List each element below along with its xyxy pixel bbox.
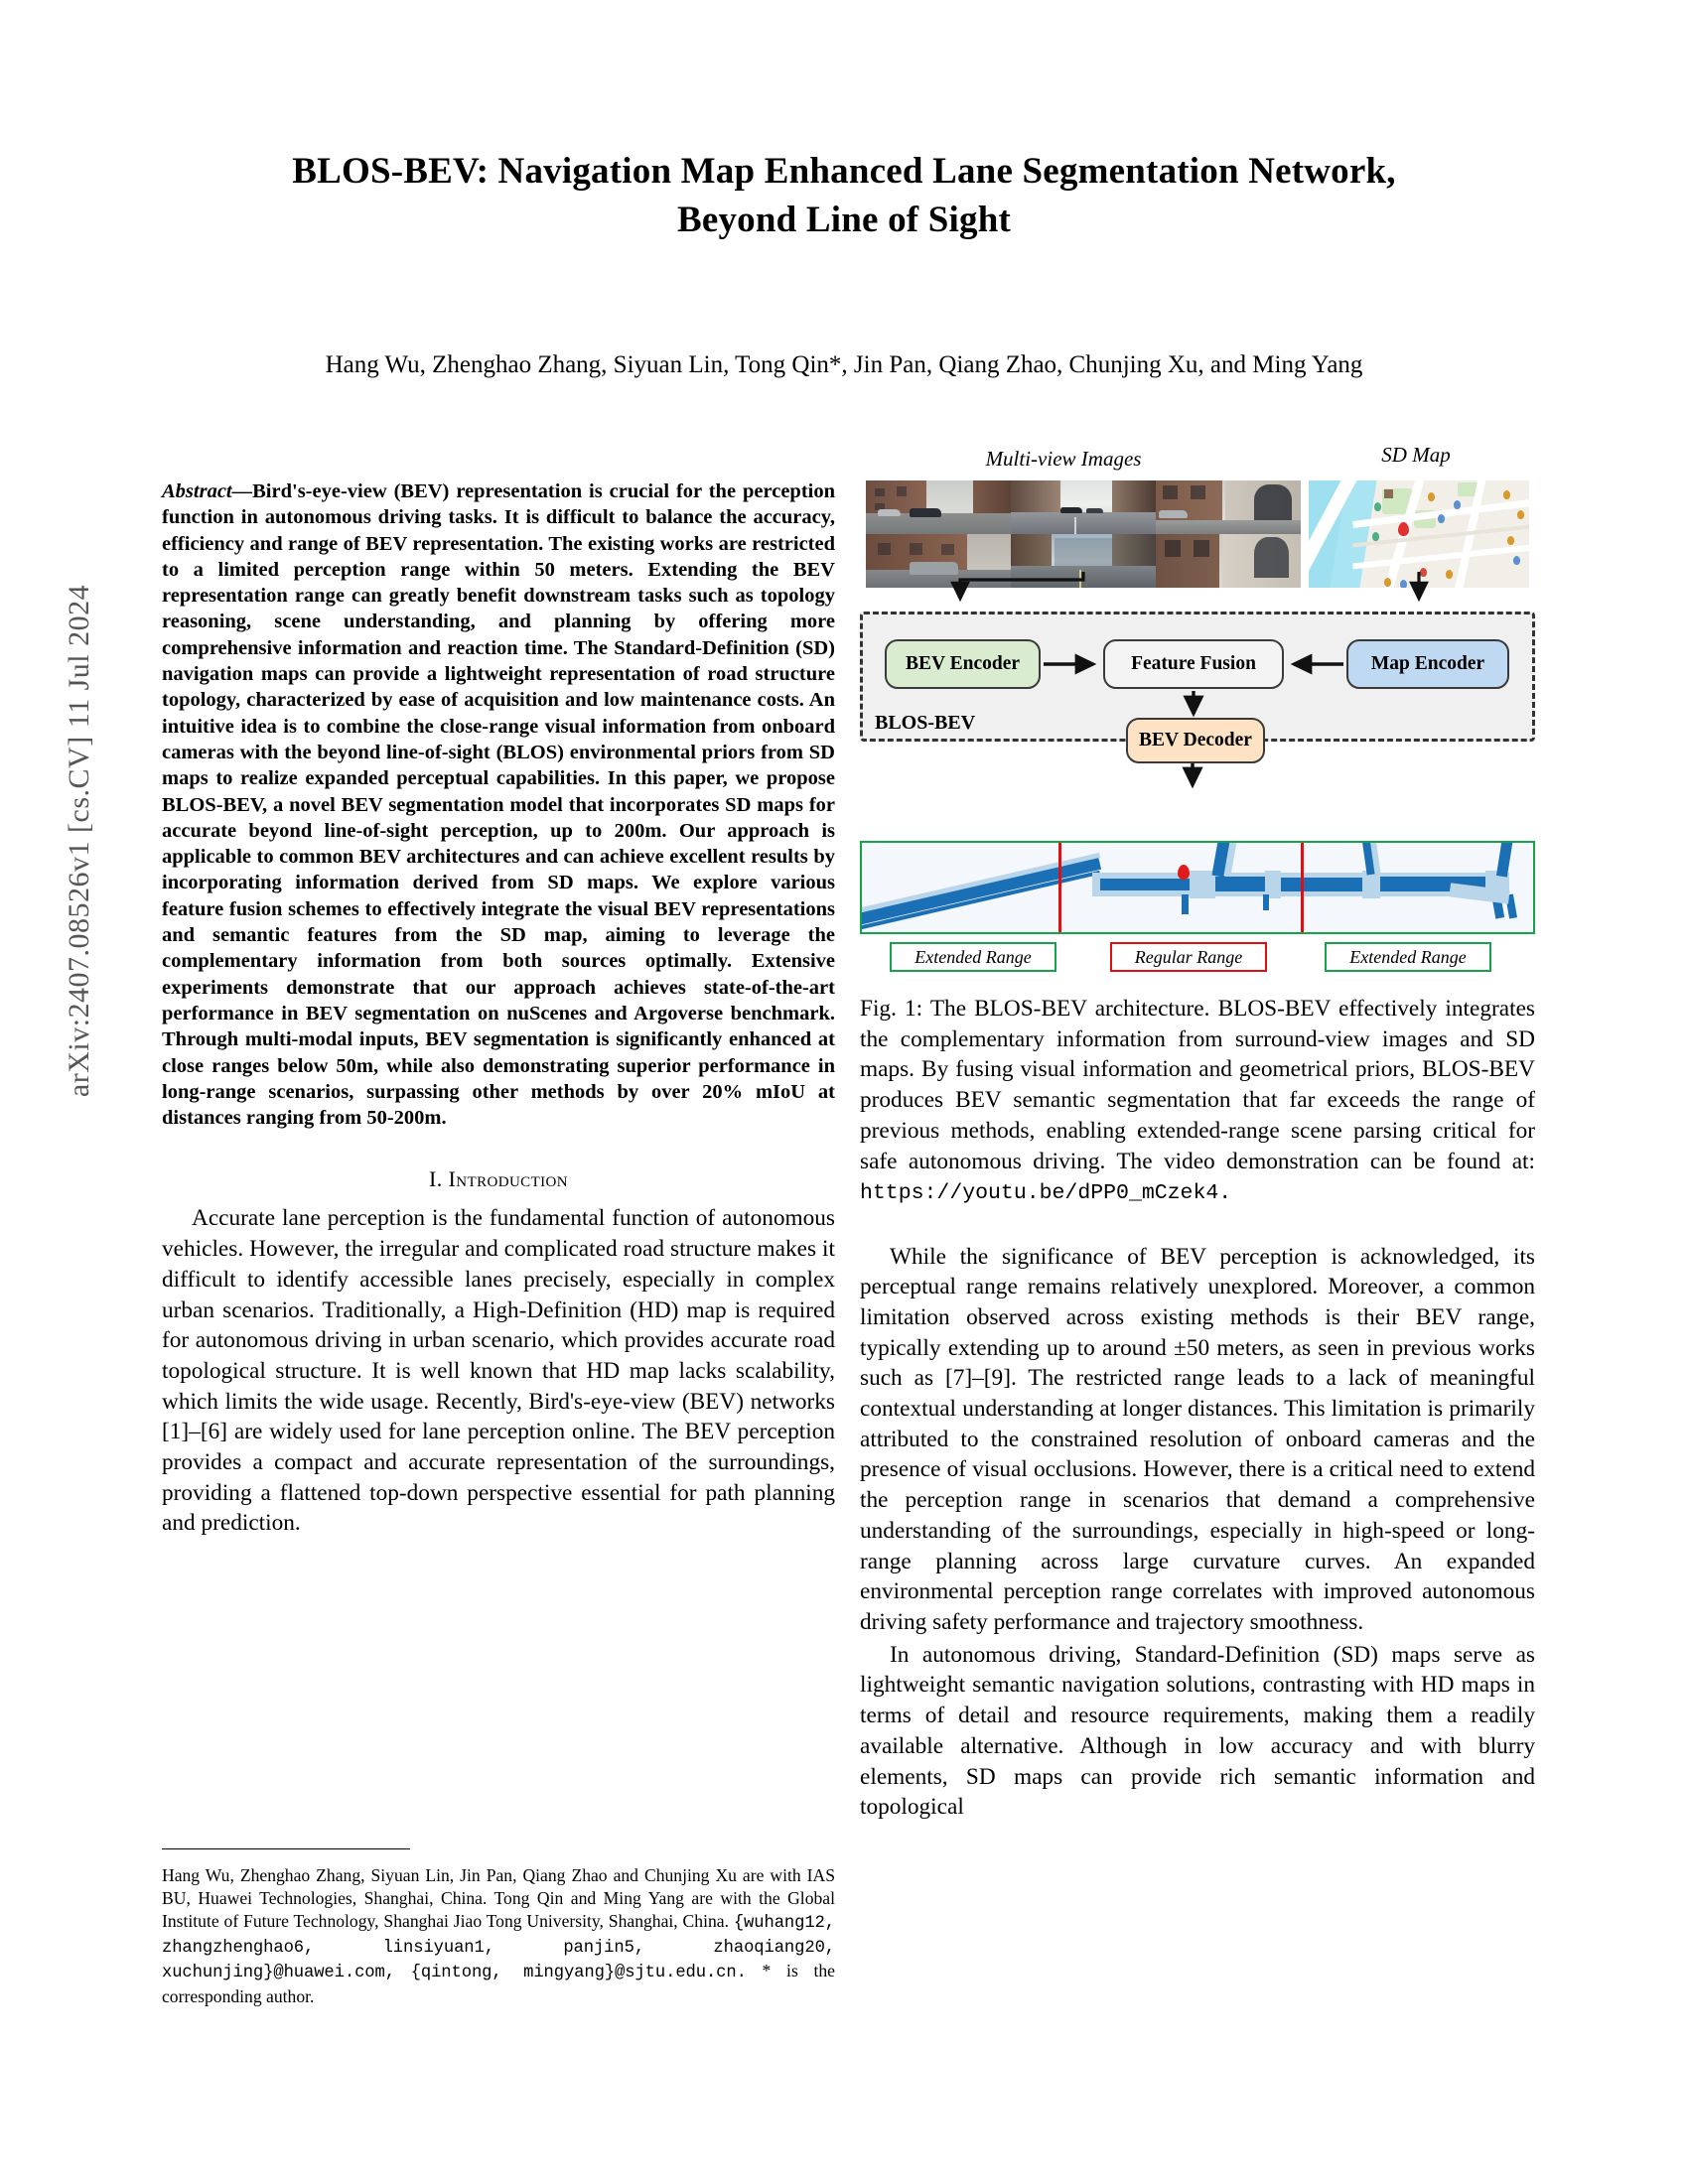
figure-input-labels xyxy=(860,443,1535,477)
arxiv-stamp: arXiv:2407.08526v1 [cs.CV] 11 Jul 2024 xyxy=(63,584,95,1098)
node-bev-decoder: BEV Decoder xyxy=(1126,718,1265,763)
title-line-2: Beyond Line of Sight xyxy=(676,200,1012,241)
node-map-encoder: Map Encoder xyxy=(1346,639,1509,689)
intro-paragraph-1: Accurate lane perception is the fundamental function of autonomous vehicles. However, the irregular and complicated road structure makes it difficult to identify accessible lanes precisely, especially in complex urban scenarios. Traditionally, a High-Definition (HD) map is required for autonomous driving in urban scenario, which provides accurate road topological structure. It is well known that HD map lacks scalability, which limits the wide usage. Recently, Bird's-eye-view (BEV) networks [1]–[6] are widely used for lane perception online. The BEV perception provides a compact and accurate representation of the surroundings, providing a flattened top-down perspective essential for path planning and prediction. xyxy=(162,1205,835,1537)
footnote-text-2: * is the corresponding author. xyxy=(162,1961,835,2006)
camera-tile-front xyxy=(1011,480,1156,534)
regular-range-divider-right xyxy=(1301,843,1304,932)
sd-map-label: SD Map xyxy=(1381,443,1451,467)
title-line-1: BLOS-BEV: Navigation Map Enhanced Lane Segmentation Network, xyxy=(292,151,1396,192)
regular-range-divider-left xyxy=(1058,843,1061,932)
section-heading-introduction xyxy=(162,1166,835,1192)
section-number: I. xyxy=(429,1166,443,1192)
footnote-rule xyxy=(162,1848,410,1849)
figure-caption-text: The BLOS-BEV architecture. BLOS-BEV effectively integrates the complementary information from surround-view images and SD maps. By fusing visual information and geometrical priors, BLOS-BEV produces BEV semantic segmentation that far exceeds the range of previous methods, enabling extended-range scene parsing critical for safe autonomous driving. The video demonstration can be found at: xyxy=(860,996,1535,1174)
section-title: Introduction xyxy=(448,1166,568,1192)
range-tag-extended-right: Extended Range xyxy=(1325,942,1491,972)
node-feature-fusion: Feature Fusion xyxy=(1103,639,1284,689)
figure-1 xyxy=(860,443,1535,1208)
sd-map-thumbnail xyxy=(1309,480,1529,588)
blos-bev-module-box xyxy=(860,612,1535,751)
right-paragraph-1: While the significance of BEV perception is acknowledged, its perceptual range remains relatively unexplored. Moreover, a common limitation observed across existing methods is their BEV range, typically extending up to around ±50 meters, as seen in previous works such as [7]–[9]. The restricted range leads to a lack of meaningful contextual understanding at longer distances. This limitation is primarily attributed to the constrained resolution of onboard cameras and the presence of visual occlusions. However, there is a critical need to extend the perception range in scenarios that demand a comprehensive understanding of the surroundings, especially in high-speed or long-range planning across large curvature curves. An expanded environmental perception range correlates with improved autonomous driving safety performance and trajectory smoothness. xyxy=(860,1243,1535,1635)
camera-tile-back-left xyxy=(866,534,1011,588)
abstract-lead: Abstract— xyxy=(162,480,253,502)
figure-caption-number: Fig. 1: xyxy=(860,996,923,1022)
range-tag-extended-left: Extended Range xyxy=(890,942,1056,972)
figure-inputs-row xyxy=(860,480,1535,588)
multiview-camera-grid xyxy=(866,480,1301,588)
figure-caption xyxy=(860,994,1535,1208)
camera-tile-back-right xyxy=(1156,534,1301,588)
right-column xyxy=(860,443,1535,1823)
node-bev-encoder: BEV Encoder xyxy=(885,639,1041,689)
sd-map-location-pin xyxy=(1398,522,1409,536)
footnote-affiliations xyxy=(162,1864,835,2008)
ego-vehicle-pin xyxy=(1178,865,1190,880)
page-title xyxy=(149,147,1539,244)
footnote-text-1: Hang Wu, Zhenghao Zhang, Siyuan Lin, Jin Pan, Qiang Zhao and Chunjing Xu are with IAS BU, Huawei Technologies, Shanghai, China. Tong Qin and Ming Yang are with the Global Institute of Future Technology, Shanghai Jiao Tong University, Shanghai, China. xyxy=(162,1865,835,1931)
abstract xyxy=(162,478,835,1131)
figure-output-arrow xyxy=(860,769,1535,799)
footnote-email-2: {qintong, mingyang}@sjtu.edu.cn. xyxy=(410,1964,747,1983)
multiview-images-label: Multi-view Images xyxy=(985,447,1142,471)
right-paragraph-2: In autonomous driving, Standard-Definition (SD) maps serve as lightweight semantic navigation solutions, contrasting with HD maps in terms of detail and resource requirements, making them a readily available alternative. Although in low accuracy and with blurry elements, SD maps can provide rich semantic information and topological xyxy=(860,1641,1535,1821)
camera-tile-front-right xyxy=(1156,480,1301,534)
range-tag-regular: Regular Range xyxy=(1110,942,1267,972)
camera-tile-front-left xyxy=(866,480,1011,534)
bev-segmentation-output xyxy=(860,841,1535,934)
left-column xyxy=(162,478,835,1539)
figure-caption-url[interactable]: https://youtu.be/dPP0_mCzek4. xyxy=(860,1181,1232,1206)
camera-tile-back xyxy=(1011,534,1156,588)
footnote-email-1: {wuhang12, zhangzhenghao6, linsiyuan1, panjin5, zhaoqiang20, xuchunjing}@huawei.com, xyxy=(162,1913,835,1983)
author-list: Hang Wu, Zhenghao Zhang, Siyuan Lin, Tong Qin*, Jin Pan, Qiang Zhao, Chunjing Xu, and Ming Yang xyxy=(325,351,1363,378)
blos-bev-label: BLOS-BEV xyxy=(875,712,976,734)
range-legend xyxy=(860,942,1535,976)
abstract-text: Bird's-eye-view (BEV) representation is crucial for the perception function in autonomous driving tasks. It is difficult to balance the accuracy, efficiency and range of BEV representation. The existing works are restricted to a limited perception range within 50 meters. Extending the BEV representation range can greatly benefit downstream tasks such as topology reasoning, scene understanding, and planning by offering more comprehensive information and reaction time. The Standard-Definition (SD) navigation maps can provide a lightweight representation of road structure topology, characterized by ease of acquisition and low maintenance costs. An intuitive idea is to combine the close-range visual information from onboard cameras with the beyond line-of-sight (BLOS) environmental priors from SD maps to realize expanded perceptual capabilities. In this paper, we propose BLOS-BEV, a novel BEV segmentation model that incorporates SD maps for accurate beyond line-of-sight perception, up to 200m. Our approach is applicable to common BEV architectures and can achieve excellent results by incorporating information derived from SD maps. We explore various feature fusion schemes to effectively integrate the visual BEV representations and semantic features from the SD map, aiming to leverage the complementary information from both sources optimally. Extensive experiments demonstrate that our approach achieves state-of-the-art performance in BEV segmentation on nuScenes and Argoverse benchmark. Through multi-modal inputs, BEV segmentation is significantly enhanced at close ranges below 50m, while also demonstrating superior performance in long-range scenarios, surpassing other methods by over 20% mIoU at distances ranging from 50-200m. xyxy=(162,480,835,1130)
